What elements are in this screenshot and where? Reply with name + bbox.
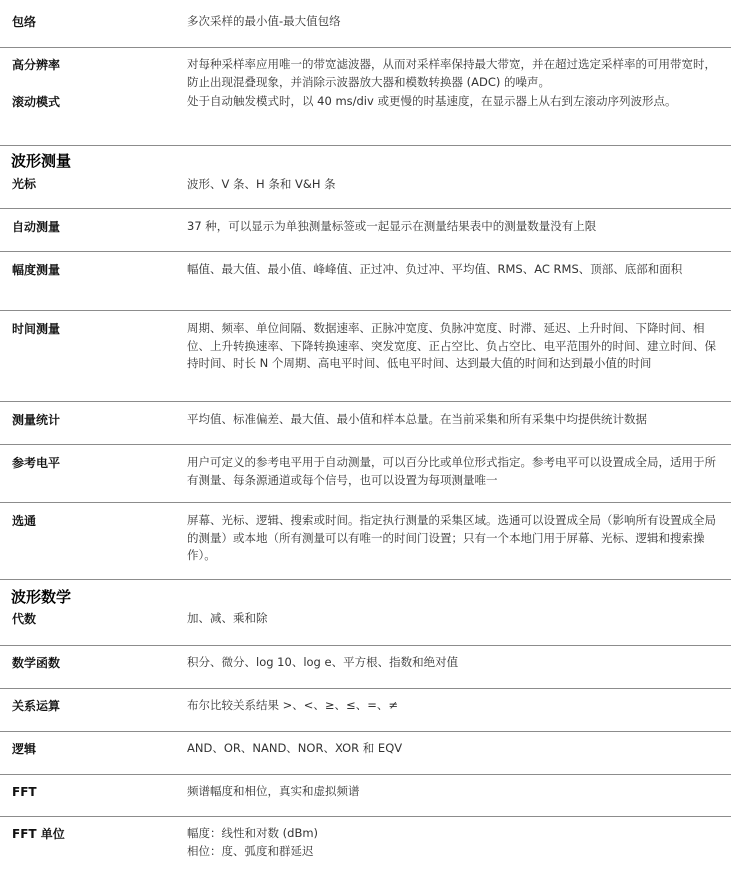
section-title: 波形数学 — [11, 588, 72, 606]
spec-desc: 37 种，可以显示为单独测量标签或一起显示在测量结果表中的测量数量没有上限 — [187, 219, 597, 233]
section-title: 波形测量 — [11, 152, 72, 170]
spec-desc: 幅值、最大值、最小值、峰峰值、正过冲、负过冲、平均值、RMS、AC RMS、顶部、底部和面积 — [187, 262, 683, 276]
spec-desc: 用户可定义的参考电平用于自动测量，可以百分比或单位形式指定。参考电平可以设置成全局，适用于所有测量、每条源通道或每个信号，也可以设置为每项测量唯一 — [187, 455, 716, 487]
spec-term: 包络 — [12, 15, 37, 29]
spec-row-fft-units — [0, 816, 731, 858]
spec-term: FFT — [12, 785, 37, 799]
spec-desc: 屏幕、光标、逻辑、搜索或时间。指定执行测量的采集区域。选通可以设置成全局（影响所有设置成全局的测量）或本地（所有测量可以有唯一的时间门设置；只有一个本地门用于屏幕、光标、逻辑和搜索操作）。 — [187, 513, 716, 562]
spec-desc: 周期、频率、单位间隔、数据速率、正脉冲宽度、负脉冲宽度、时滞、延迟、上升时间、下降时间、相位、上升转换速率、下降转换速率、突发宽度、正占空比、负占空比、电平范围外的时间、建立时间、保持时间、时长 N 个周期、高电平时间、低电平时间、达到最大值的时间和达到最小值的时间 — [187, 321, 716, 370]
spec-row-fft — [0, 774, 731, 799]
spec-term: 时间测量 — [12, 322, 61, 336]
spec-term: 选通 — [12, 514, 37, 528]
section-waveform-measurement — [0, 145, 731, 170]
spec-desc: 频谱幅度和相位，真实和虚拟频谱 — [187, 784, 360, 798]
spec-row-reference-levels — [0, 444, 731, 487]
spec-desc: 积分、微分、log 10、log e、平方根、指数和绝对值 — [187, 655, 459, 669]
spec-term: 测量统计 — [12, 413, 61, 427]
spec-desc: 处于自动触发模式时，以 40 ms/div 或更慢的时基速度，在显示器上从右到左滚动序列波形点。 — [187, 94, 677, 108]
spec-desc: 平均值、标准偏差、最大值、最小值和样本总量。在当前采集和所有采集中均提供统计数据 — [187, 412, 647, 426]
spec-row-timing — [0, 310, 731, 370]
spec-desc: AND、OR、NAND、NOR、XOR 和 EQV — [187, 741, 403, 755]
spec-desc: 多次采样的最小值-最大值包络 — [187, 14, 341, 28]
spec-term: FFT 单位 — [12, 827, 65, 841]
section-waveform-math — [0, 579, 731, 606]
spec-row-logic — [0, 731, 731, 756]
spec-term: 参考电平 — [12, 456, 61, 470]
spec-term: 自动测量 — [12, 220, 61, 234]
spec-row-amplitude — [0, 251, 731, 277]
spec-term: 光标 — [12, 177, 37, 191]
spec-term: 幅度测量 — [12, 263, 61, 277]
spec-row-auto-measure — [0, 208, 731, 234]
spec-row-relational — [0, 688, 731, 713]
spec-term: 逻辑 — [12, 742, 37, 756]
spec-term: 代数 — [12, 612, 37, 626]
spec-row-gating — [0, 502, 731, 562]
spec-term: 滚动模式 — [12, 95, 61, 109]
spec-desc: 幅度：线性和对数 (dBm) — [187, 826, 319, 840]
spec-row-statistics — [0, 401, 731, 427]
spec-desc: 对每种采样率应用唯一的带宽滤波器，从而对采样率保持最大带宽，并在超过选定采样率的可用带宽时，防止出现混叠现象，并消除示波器放大器和模数转换器 (ADC) 的噪声。 — [187, 57, 716, 89]
spec-term: 关系运算 — [12, 699, 61, 713]
spec-desc: 波形、V 条、H 条和 V&H 条 — [187, 177, 336, 191]
spec-desc-line2: 相位：度、弧度和群延迟 — [187, 844, 314, 858]
spec-desc: 布尔比较关系结果 >、<、≥、≤、=、≠ — [187, 698, 398, 712]
spec-row-math-functions — [0, 645, 731, 670]
spec-term: 高分辨率 — [12, 58, 61, 72]
spec-row-high-res — [0, 47, 731, 89]
spec-desc: 加、减、乘和除 — [187, 611, 268, 625]
spec-term: 数学函数 — [12, 656, 61, 670]
